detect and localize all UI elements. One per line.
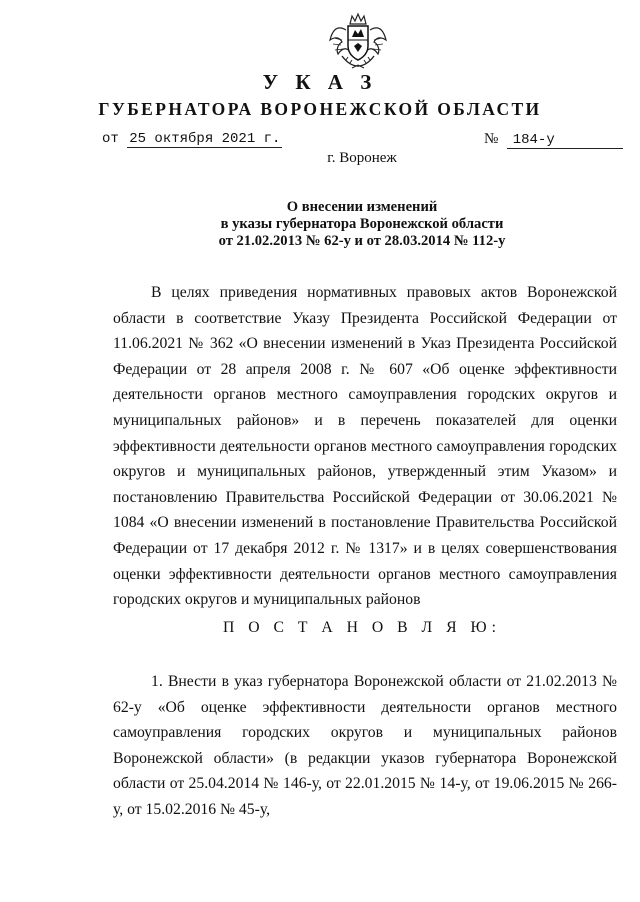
subject-line: от 21.02.2013 № 62-у и от 28.03.2014 № 112-у xyxy=(218,233,506,249)
date-prefix: от xyxy=(102,131,119,147)
document-date xyxy=(102,131,282,147)
coat-of-arms-icon xyxy=(328,10,388,72)
document-type-title: У К А З xyxy=(262,70,378,94)
document-subject xyxy=(0,199,640,250)
subject-line: О внесении изменений xyxy=(286,199,438,215)
date-value: 25 октября 2021 г. xyxy=(129,131,281,147)
preamble-paragraph: В целях приведения нормативных правовых актов Воронежской области в соответствие Указу Президента Российской Федерации от 11.06.2021 № 362 «О внесении изменений в Указ Президента Российской Федерации от 28 апреля 2008 г. № 607 «Об оценке эффективности деятельности органов местного самоуправления городских округов и муниципальных районов» и в перечень показателей для оценки эффективности деятельности органов местного самоуправления городских округов и муниципальных районов, утвержденный этим Указом» и постановлению Правительства Российской Федерации от 30.06.2021 № 1084 «О внесении изменений в постановление Правительства Российской Федерации от 17 декабря 2012 г. № 1317» и в целях совершенствования оценки эффективности деятельности органов местного самоуправления городских округов и муниципальных районов xyxy=(113,284,617,609)
resolution-heading: П О С Т А Н О В Л Я Ю: xyxy=(223,619,501,636)
issuing-authority: ГУБЕРНАТОРА ВОРОНЕЖСКОЙ ОБЛАСТИ xyxy=(98,99,542,119)
document-number xyxy=(484,131,623,149)
item-1-paragraph: 1. Внести в указ губернатора Воронежской области от 21.02.2013 № 62-у «Об оценке эффективности деятельности органов местного самоуправления городских округов и муниципальных районов Воронежской области» (в редакции указов губернатора Воронежской области от 25.04.2014 № 146-у, от 22.01.2015 № 14-у, от 19.06.2015 № 266-у, от 15.02.2016 № 45-у, xyxy=(113,673,617,818)
city: г. Воронеж xyxy=(327,150,397,166)
subject-line: в указы губернатора Воронежской области xyxy=(220,216,504,232)
number-value: 184-у xyxy=(507,132,623,149)
number-sign: № xyxy=(484,131,499,147)
